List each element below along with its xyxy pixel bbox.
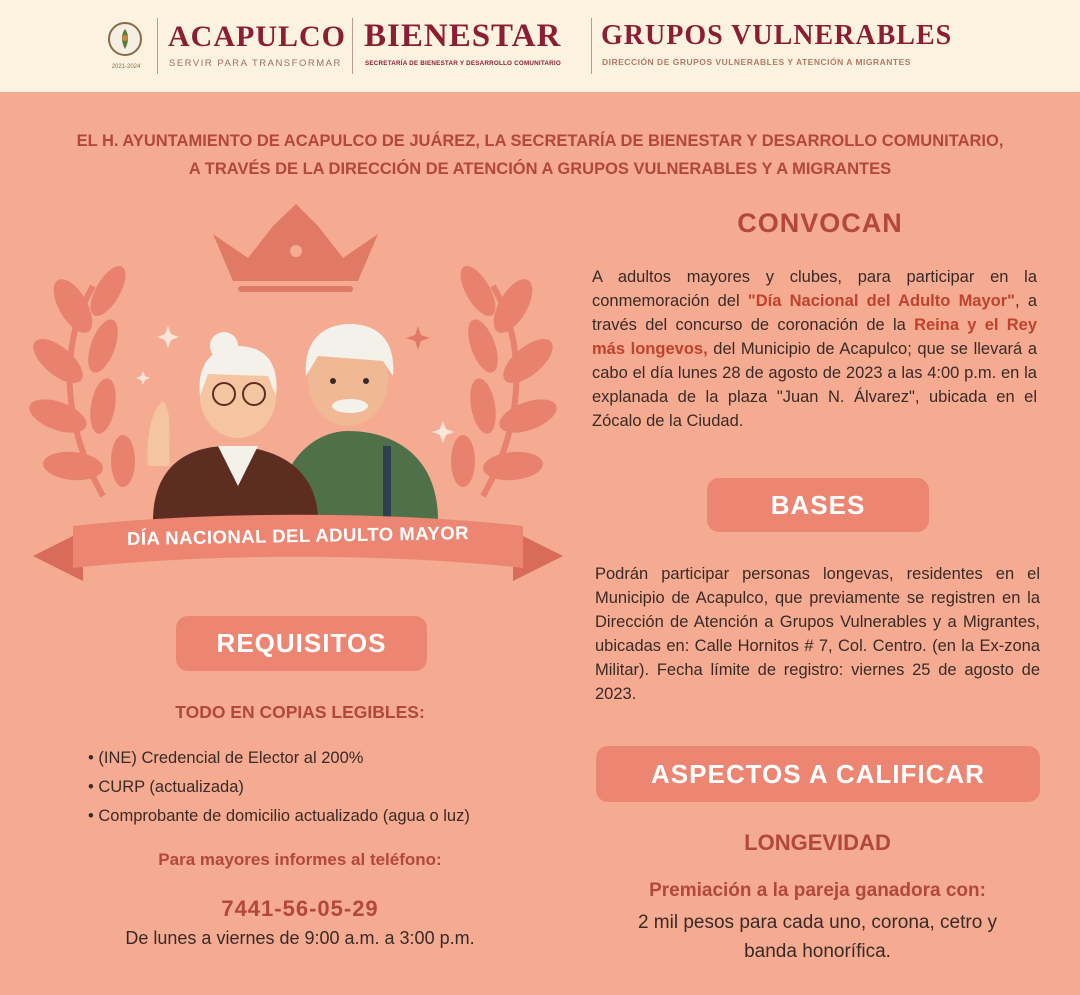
grandmother-figure xyxy=(148,332,318,521)
list-item: • Comprobante de domicilio actualizado (agua o luz) xyxy=(88,802,470,831)
intro-line-1: EL H. AYUNTAMIENTO DE ACAPULCO DE JUÁREZ, LA SECRETARÍA DE BIENESTAR Y DESARROLLO COMUNITARIO, xyxy=(76,132,1004,150)
prize-line-2: banda honorífica. xyxy=(744,941,891,962)
requisitos-list xyxy=(88,744,470,831)
ribbon-text: DÍA NACIONAL DEL ADULTO MAYOR xyxy=(126,522,470,549)
header-divider xyxy=(591,18,592,74)
header-bar xyxy=(0,0,1080,92)
requisitos-header: REQUISITOS xyxy=(176,616,427,671)
bases-header: BASES xyxy=(707,478,929,532)
phone-number: 7441-56-05-29 xyxy=(221,896,379,921)
bienestar-subtitle: SECRETARÍA DE BIENESTAR Y DESARROLLO COMUNITARIO xyxy=(365,60,561,67)
list-item: • CURP (actualizada) xyxy=(88,773,470,802)
crown-icon xyxy=(213,204,378,292)
acapulco-tagline: SERVIR PARA TRANSFORMAR xyxy=(169,58,342,69)
laurel-right-icon xyxy=(451,261,561,496)
bases-paragraph: Podrán participar personas longevas, residentes en el Municipio de Acapulco, que previamente se registren en la Dirección de Atención a Grupos Vulnerables y a Migrantes, ubicadas en: Calle Hornitos # 7, Col. Centro. (en la Ex-zona Militar). Fecha límite de registro: viernes 25 de agosto de 2023. xyxy=(595,565,1040,703)
laurel-left-icon xyxy=(28,261,135,496)
elderly-couple-illustration xyxy=(28,196,568,616)
bienestar-logo-text: BIENESTAR xyxy=(364,18,562,54)
intro-line-2: A TRAVÉS DE LA DIRECCIÓN DE ATENCIÓN A GRUPOS VULNERABLES Y A MIGRANTES xyxy=(188,160,892,178)
info-label: Para mayores informes al teléfono: xyxy=(158,850,442,869)
prize-line-1: 2 mil pesos para cada uno, corona, cetro y xyxy=(637,912,998,933)
sparkle-icon xyxy=(136,326,454,443)
acapulco-seal-icon xyxy=(108,22,142,56)
prize-label: Premiación a la pareja ganadora con: xyxy=(649,880,986,901)
header-divider xyxy=(157,18,158,74)
office-hours: De lunes a viernes de 9:00 a.m. a 3:00 p.m. xyxy=(125,928,475,948)
header-divider xyxy=(352,18,353,74)
acapulco-logo-text: ACAPULCO xyxy=(168,20,346,53)
longevidad-criterion: LONGEVIDAD xyxy=(744,830,891,855)
list-item: • (INE) Credencial de Elector al 200% xyxy=(88,744,470,773)
aspectos-header: ASPECTOS A CALIFICAR xyxy=(596,746,1040,802)
convocan-title: CONVOCAN xyxy=(737,208,903,238)
grupos-logo-text: GRUPOS VULNERABLES xyxy=(601,20,953,51)
requisitos-subtitle: TODO EN COPIAS LEGIBLES: xyxy=(175,702,425,722)
grupos-subtitle: DIRECCIÓN DE GRUPOS VULNERABLES Y ATENCIÓN A MIGRANTES xyxy=(602,57,911,67)
convocan-paragraph: A adultos mayores y clubes, para participar en la conmemoración del "Día Nacional del Adulto Mayor", a través del concurso de coronación de la Reina y el Rey más longevos, del Municipio de Acapulco; que se llevará a cabo el día lunes 28 de agosto de 2023 a las 4:00 p.m. en la explanada de la plaza "Juan N. Álvarez", ubicada en el Zócalo de la Ciudad. xyxy=(592,268,1038,430)
seal-year: 2021-2024 xyxy=(111,64,141,70)
